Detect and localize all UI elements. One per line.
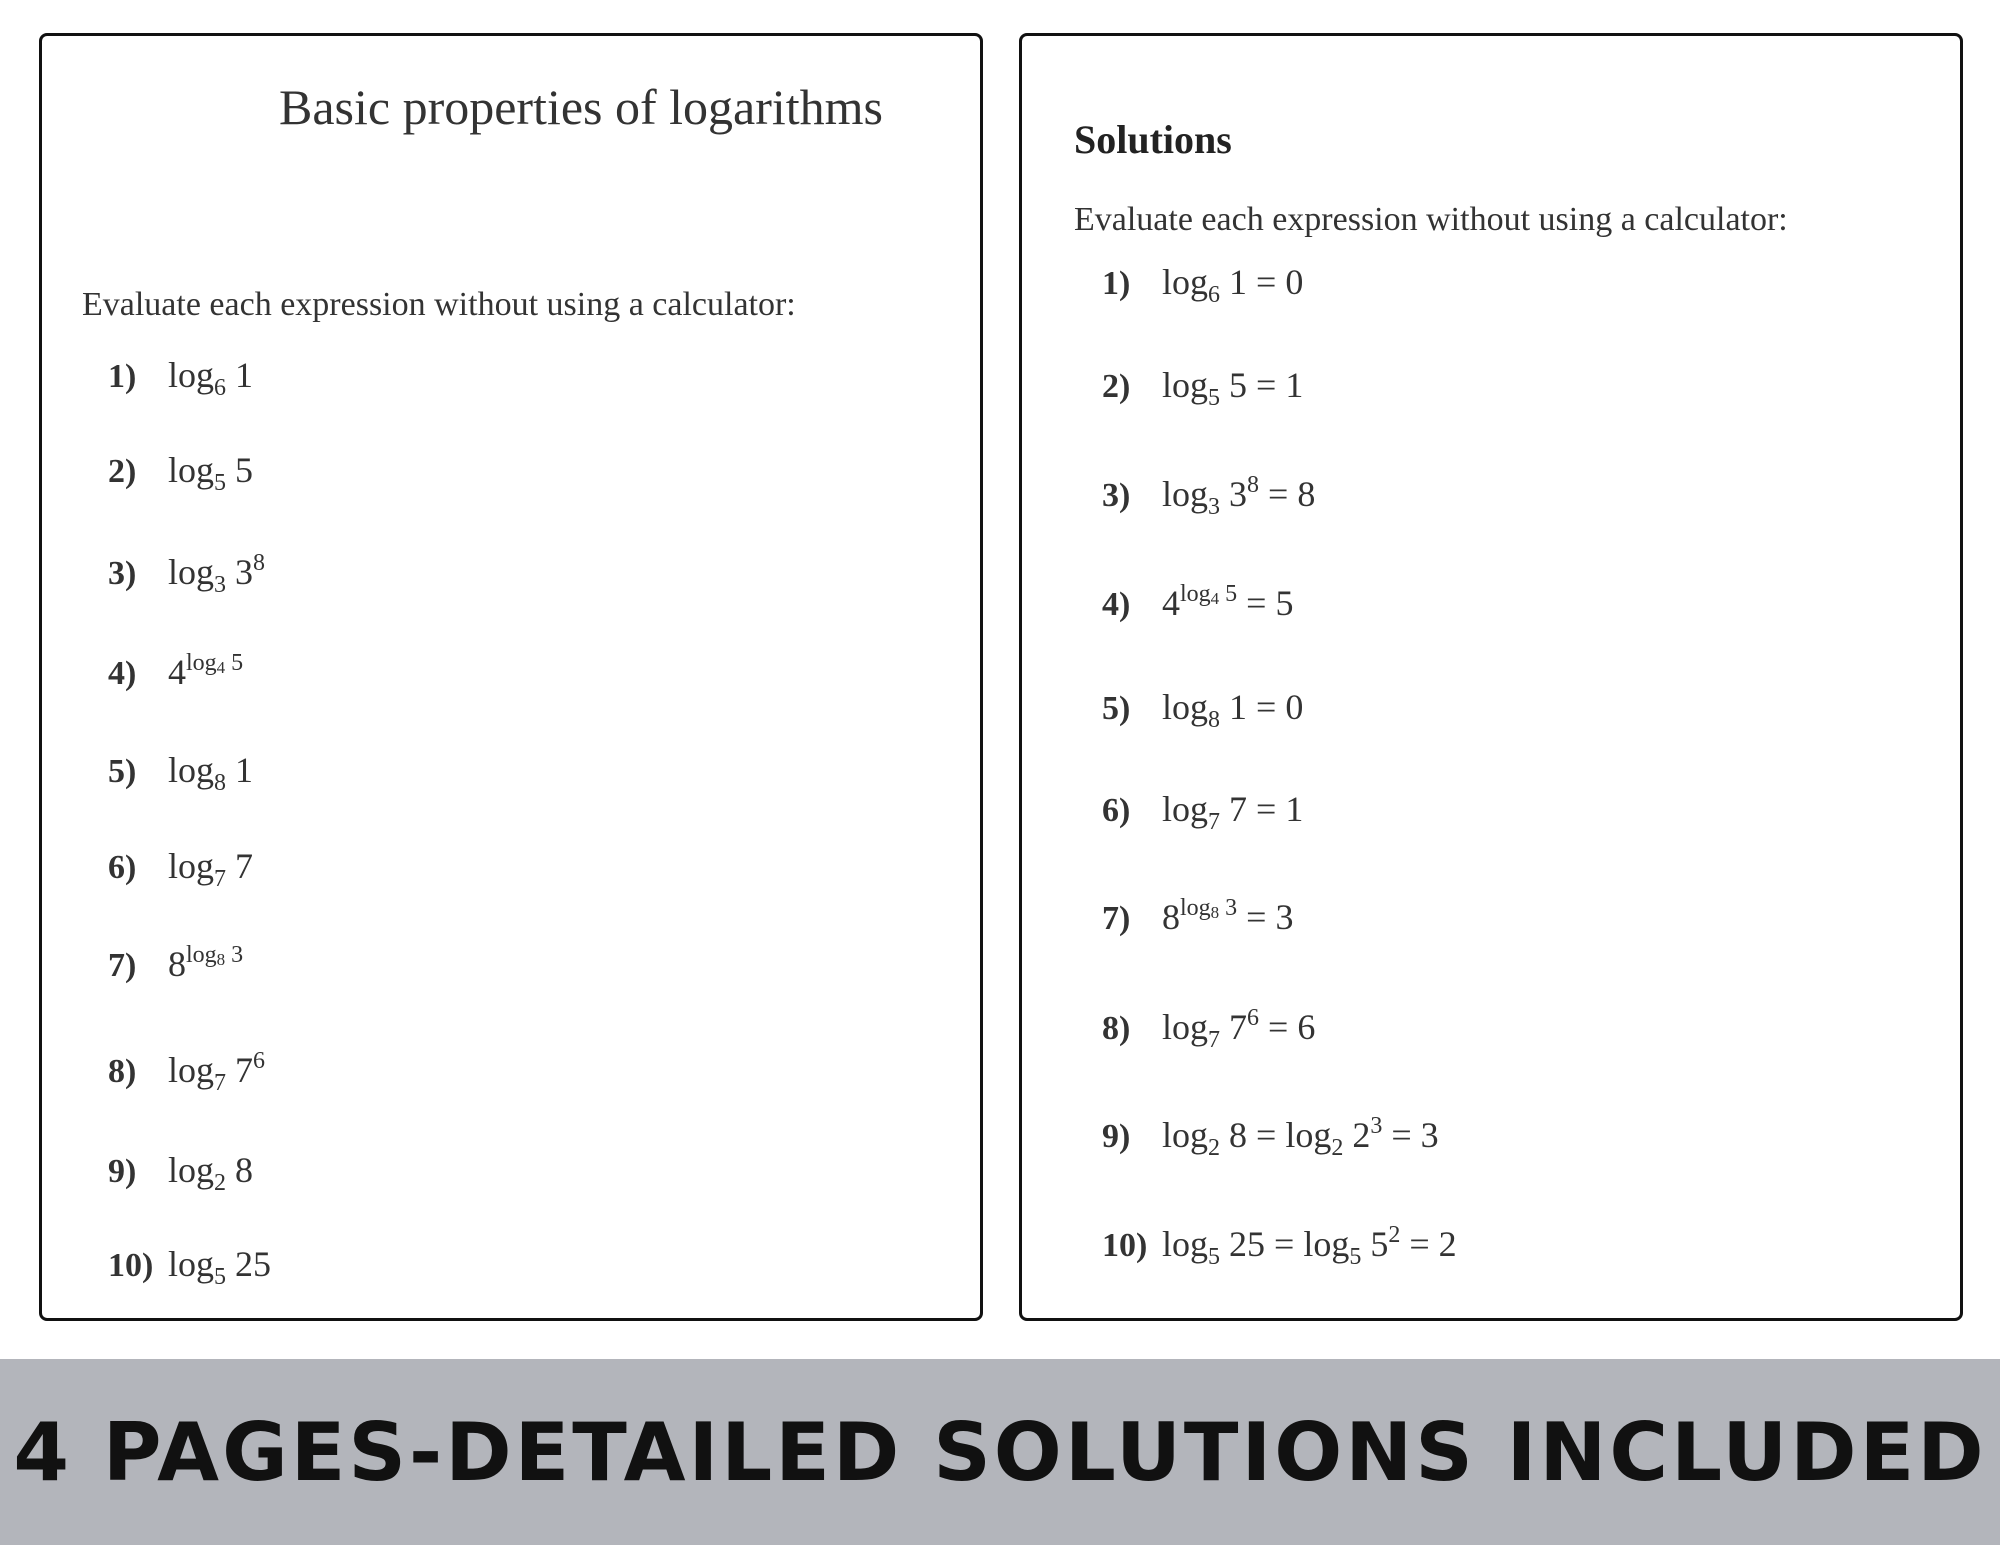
solution-problem-10: [1102, 1222, 1457, 1270]
worksheet-problem-6: [108, 845, 254, 892]
worksheet-problem-8: [108, 1048, 266, 1096]
worksheet-problem-4: [108, 651, 243, 693]
solution-problem-number: 10): [1102, 1227, 1148, 1264]
solution-problem-6: [1102, 788, 1304, 835]
solution-problem-number: 7): [1102, 900, 1131, 937]
worksheet-problem-expression: $\log_6 1$: [168, 355, 254, 401]
solution-problem-4: [1102, 582, 1293, 624]
worksheet-problem-expression: $\log_8 1$: [168, 750, 254, 796]
solution-problem-7: [1102, 896, 1293, 938]
worksheet-problem-expression: $\log_5 25$: [168, 1244, 272, 1290]
worksheet-problem-3: [108, 550, 266, 598]
worksheet-problem-number: 2): [108, 453, 137, 490]
solution-problem-expression: $\log_5 25 = \log_5 5^2 = 2$: [1162, 1222, 1457, 1270]
worksheet-problem-number: 8): [108, 1053, 137, 1090]
worksheet-problem-5: [108, 749, 254, 796]
worksheet-problem-expression: $\log_2 8$: [168, 1150, 254, 1196]
solution-problem-number: 3): [1102, 477, 1131, 514]
solution-problem-expression: $\log_2 8 = \log_2 2^3 = 3$: [1162, 1113, 1439, 1161]
worksheet-problem-expression: $\log_7 7^6$: [168, 1048, 266, 1096]
solution-problem-expression: $\log_3 3^8 = 8$: [1162, 472, 1316, 520]
worksheet-problem-10: [108, 1243, 272, 1290]
solution-problem-expression: $\log_6 1 = 0$: [1162, 262, 1304, 308]
worksheet-problem-number: 1): [108, 358, 137, 395]
banner-text: 4 PAGES-DETAILED SOLUTIONS INCLUDED: [13, 1405, 1987, 1499]
solution-problem-expression: $4^{log_4 5} = 5$: [1162, 581, 1294, 623]
solution-problem-number: 5): [1102, 690, 1131, 727]
worksheet-problem-number: 3): [108, 555, 137, 592]
worksheet-problem-number: 7): [108, 947, 137, 984]
worksheet-problem-number: 4): [108, 655, 137, 692]
worksheet-problem-expression: $4^{log_4 5}$: [168, 650, 244, 692]
solution-problem-number: 9): [1102, 1118, 1131, 1155]
worksheet-problem-1: [108, 354, 254, 401]
solution-problem-number: 8): [1102, 1010, 1131, 1047]
worksheet-problem-9: [108, 1149, 254, 1196]
worksheet-problem-expression: $8^{log_8 3}$: [168, 942, 244, 984]
solution-problem-number: 4): [1102, 586, 1131, 623]
solution-problem-9: [1102, 1113, 1439, 1161]
worksheet-problem-number: 5): [108, 753, 137, 790]
solution-problem-1: [1102, 261, 1304, 308]
promo-banner: [0, 1359, 2000, 1545]
worksheet-problem-number: 6): [108, 849, 137, 886]
solution-problem-number: 1): [1102, 265, 1131, 302]
worksheet-page: [39, 33, 983, 1321]
solution-problem-number: 2): [1102, 368, 1131, 405]
solutions-instruction: Evaluate each expression without using a calculator:: [1074, 201, 1788, 238]
solution-problem-number: 6): [1102, 792, 1131, 829]
worksheet-problem-number: 10): [108, 1247, 154, 1284]
solution-problem-3: [1102, 472, 1316, 520]
solutions-page: [1019, 33, 1963, 1321]
worksheet-problem-2: [108, 449, 254, 496]
solutions-title: Solutions: [1074, 117, 1232, 162]
solution-problem-expression: $8^{log_8 3} = 3$: [1162, 895, 1294, 937]
solution-problem-expression: $\log_7 7 = 1$: [1162, 789, 1304, 835]
worksheet-problem-expression: $\log_5 5$: [168, 450, 254, 496]
solution-problem-2: [1102, 364, 1304, 411]
worksheet-problem-expression: $\log_3 3^8$: [168, 550, 266, 598]
worksheet-problem-expression: $\log_7 7$: [168, 846, 254, 892]
solution-problem-expression: $\log_8 1 = 0$: [1162, 687, 1304, 733]
worksheet-instruction: Evaluate each expression without using a calculator:: [82, 286, 796, 323]
solution-problem-expression: $\log_7 7^6 = 6$: [1162, 1005, 1316, 1053]
solution-problem-expression: $\log_5 5 = 1$: [1162, 365, 1304, 411]
worksheet-problem-number: 9): [108, 1153, 137, 1190]
solution-problem-8: [1102, 1005, 1316, 1053]
worksheet-problem-7: [108, 943, 243, 985]
worksheet-title: Basic properties of logarithms: [278, 79, 884, 135]
solution-problem-5: [1102, 686, 1304, 733]
